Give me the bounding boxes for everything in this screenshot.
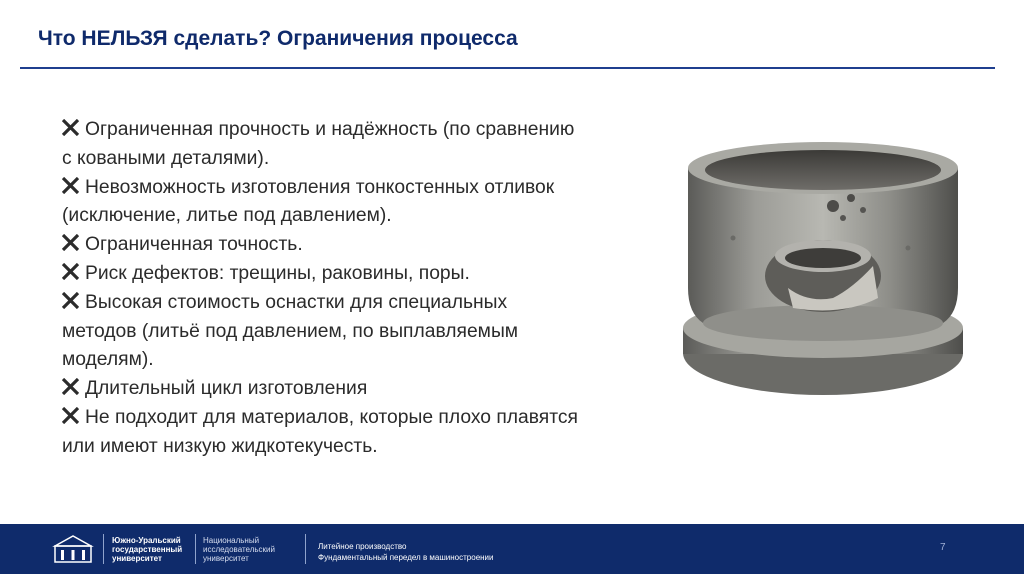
slide-title: Что НЕЛЬЗЯ сделать? Ограничения процесса [38,27,518,50]
university-name: Южно-Уральский государственный университет [112,536,183,563]
limitation-text: Невозможность изготовления тонкостенных отливок (исключение, литье под давлением). [62,176,555,227]
footer-separator [305,534,306,564]
limitation-item [62,404,582,462]
page-number: 7 [940,542,946,553]
limitation-text: Высокая стоимость оснастки для специальных методов (литьё под давлением, по выплавляемым моделям). [62,291,519,371]
x-mark-icon [62,177,79,194]
limitation-text: Риск дефектов: трещины, раковины, поры. [85,262,470,284]
title-divider [20,67,995,69]
limitation-item [62,231,582,260]
x-mark-icon [62,263,79,280]
course-line-1: Литейное производство [318,542,407,551]
footer-bar [0,524,1024,574]
footer-separator [103,534,104,564]
course-line-2: Фундаментальный передел в машиностроении [318,553,494,562]
footer-separator [195,534,196,564]
limitation-text: Ограниченная прочность и надёжность (по сравнению с коваными деталями). [62,119,575,169]
x-mark-icon [62,119,79,136]
x-mark-icon [62,407,79,424]
defective-casting-photo [673,138,973,400]
university-type: Национальный исследовательский университет [203,536,275,563]
limitation-item [62,375,582,404]
limitation-item [62,289,582,375]
limitation-text: Длительный цикл изготовления [85,378,368,400]
x-mark-icon [62,378,79,395]
limitation-item [62,174,582,232]
course-title [318,541,494,563]
limitation-text: Ограниченная точность. [85,234,303,256]
limitation-text: Не подходит для материалов, которые плохо плавятся или имеют низкую жидкотекучесть. [62,406,578,457]
university-emblem-icon [52,532,94,566]
limitation-item [62,116,582,174]
limitation-item [62,260,582,289]
limitations-list [62,116,582,462]
x-mark-icon [62,292,79,309]
x-mark-icon [62,234,79,251]
